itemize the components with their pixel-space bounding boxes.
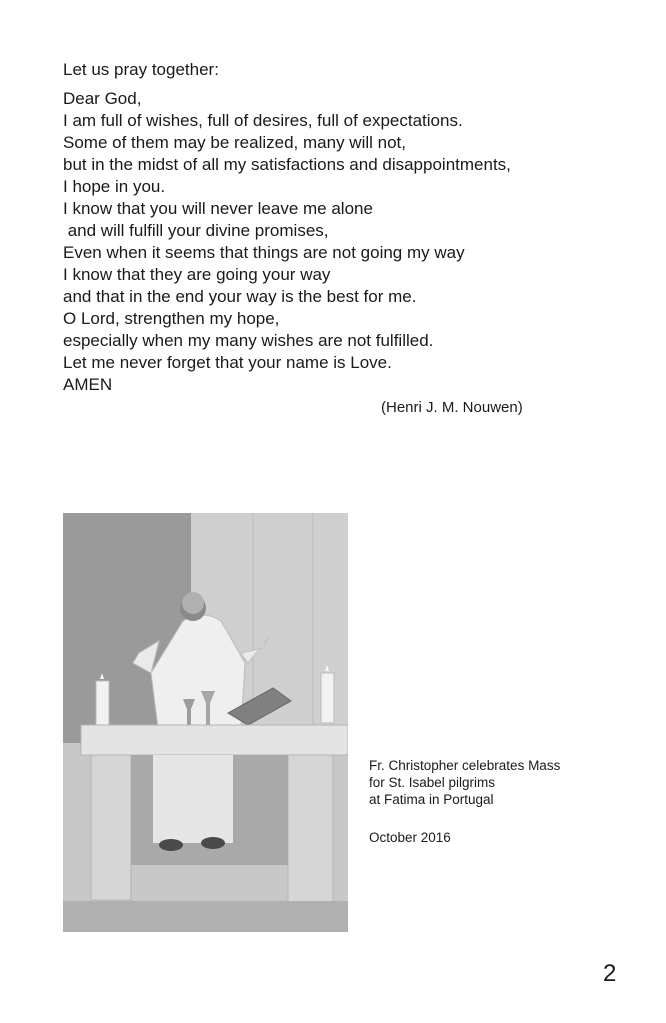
prayer-line: I know that they are going your way <box>63 265 331 284</box>
altar-step <box>63 901 348 932</box>
prayer-line: and that in the end your way is the best for me. <box>63 287 417 306</box>
prayer-attribution: (Henri J. M. Nouwen) <box>381 399 523 416</box>
prayer-line: I am full of wishes, full of desires, full of expectations. <box>63 111 463 130</box>
prayer-line: Some of them may be realized, many will not, <box>63 133 406 152</box>
caption-line: for St. Isabel pilgrims <box>369 775 496 790</box>
mass-photo <box>63 513 348 932</box>
prayer-intro: Let us pray together: <box>63 60 219 79</box>
photo-caption <box>369 757 560 808</box>
altar-leg-right <box>288 755 333 905</box>
prayer-line: O Lord, strengthen my hope, <box>63 309 280 328</box>
prayer-line: I know that you will never leave me alone <box>63 199 373 218</box>
prayer-line: but in the midst of all my satisfactions and disappointments, <box>63 155 511 174</box>
prayer-line: Dear God, <box>63 89 142 108</box>
caption-line: Fr. Christopher celebrates Mass <box>369 758 561 773</box>
prayer-line: Even when it seems that things are not going my way <box>63 243 465 262</box>
prayer-line: Let me never forget that your name is Love. <box>63 353 392 372</box>
altar-top <box>81 725 348 755</box>
altar-leg-left <box>91 755 131 900</box>
prayer-line: and will fulfill your divine promises, <box>63 221 329 240</box>
candle-right <box>321 673 334 723</box>
page-number: 2 <box>603 960 617 987</box>
candle-left <box>96 681 109 726</box>
prayer-text <box>63 88 511 396</box>
prayer-line: AMEN <box>63 375 113 394</box>
prayer-line: especially when my many wishes are not fulfilled. <box>63 331 434 350</box>
caption-line: at Fatima in Portugal <box>369 792 494 807</box>
caption-date: October 2016 <box>369 830 451 845</box>
prayer-line: I hope in you. <box>63 177 166 196</box>
